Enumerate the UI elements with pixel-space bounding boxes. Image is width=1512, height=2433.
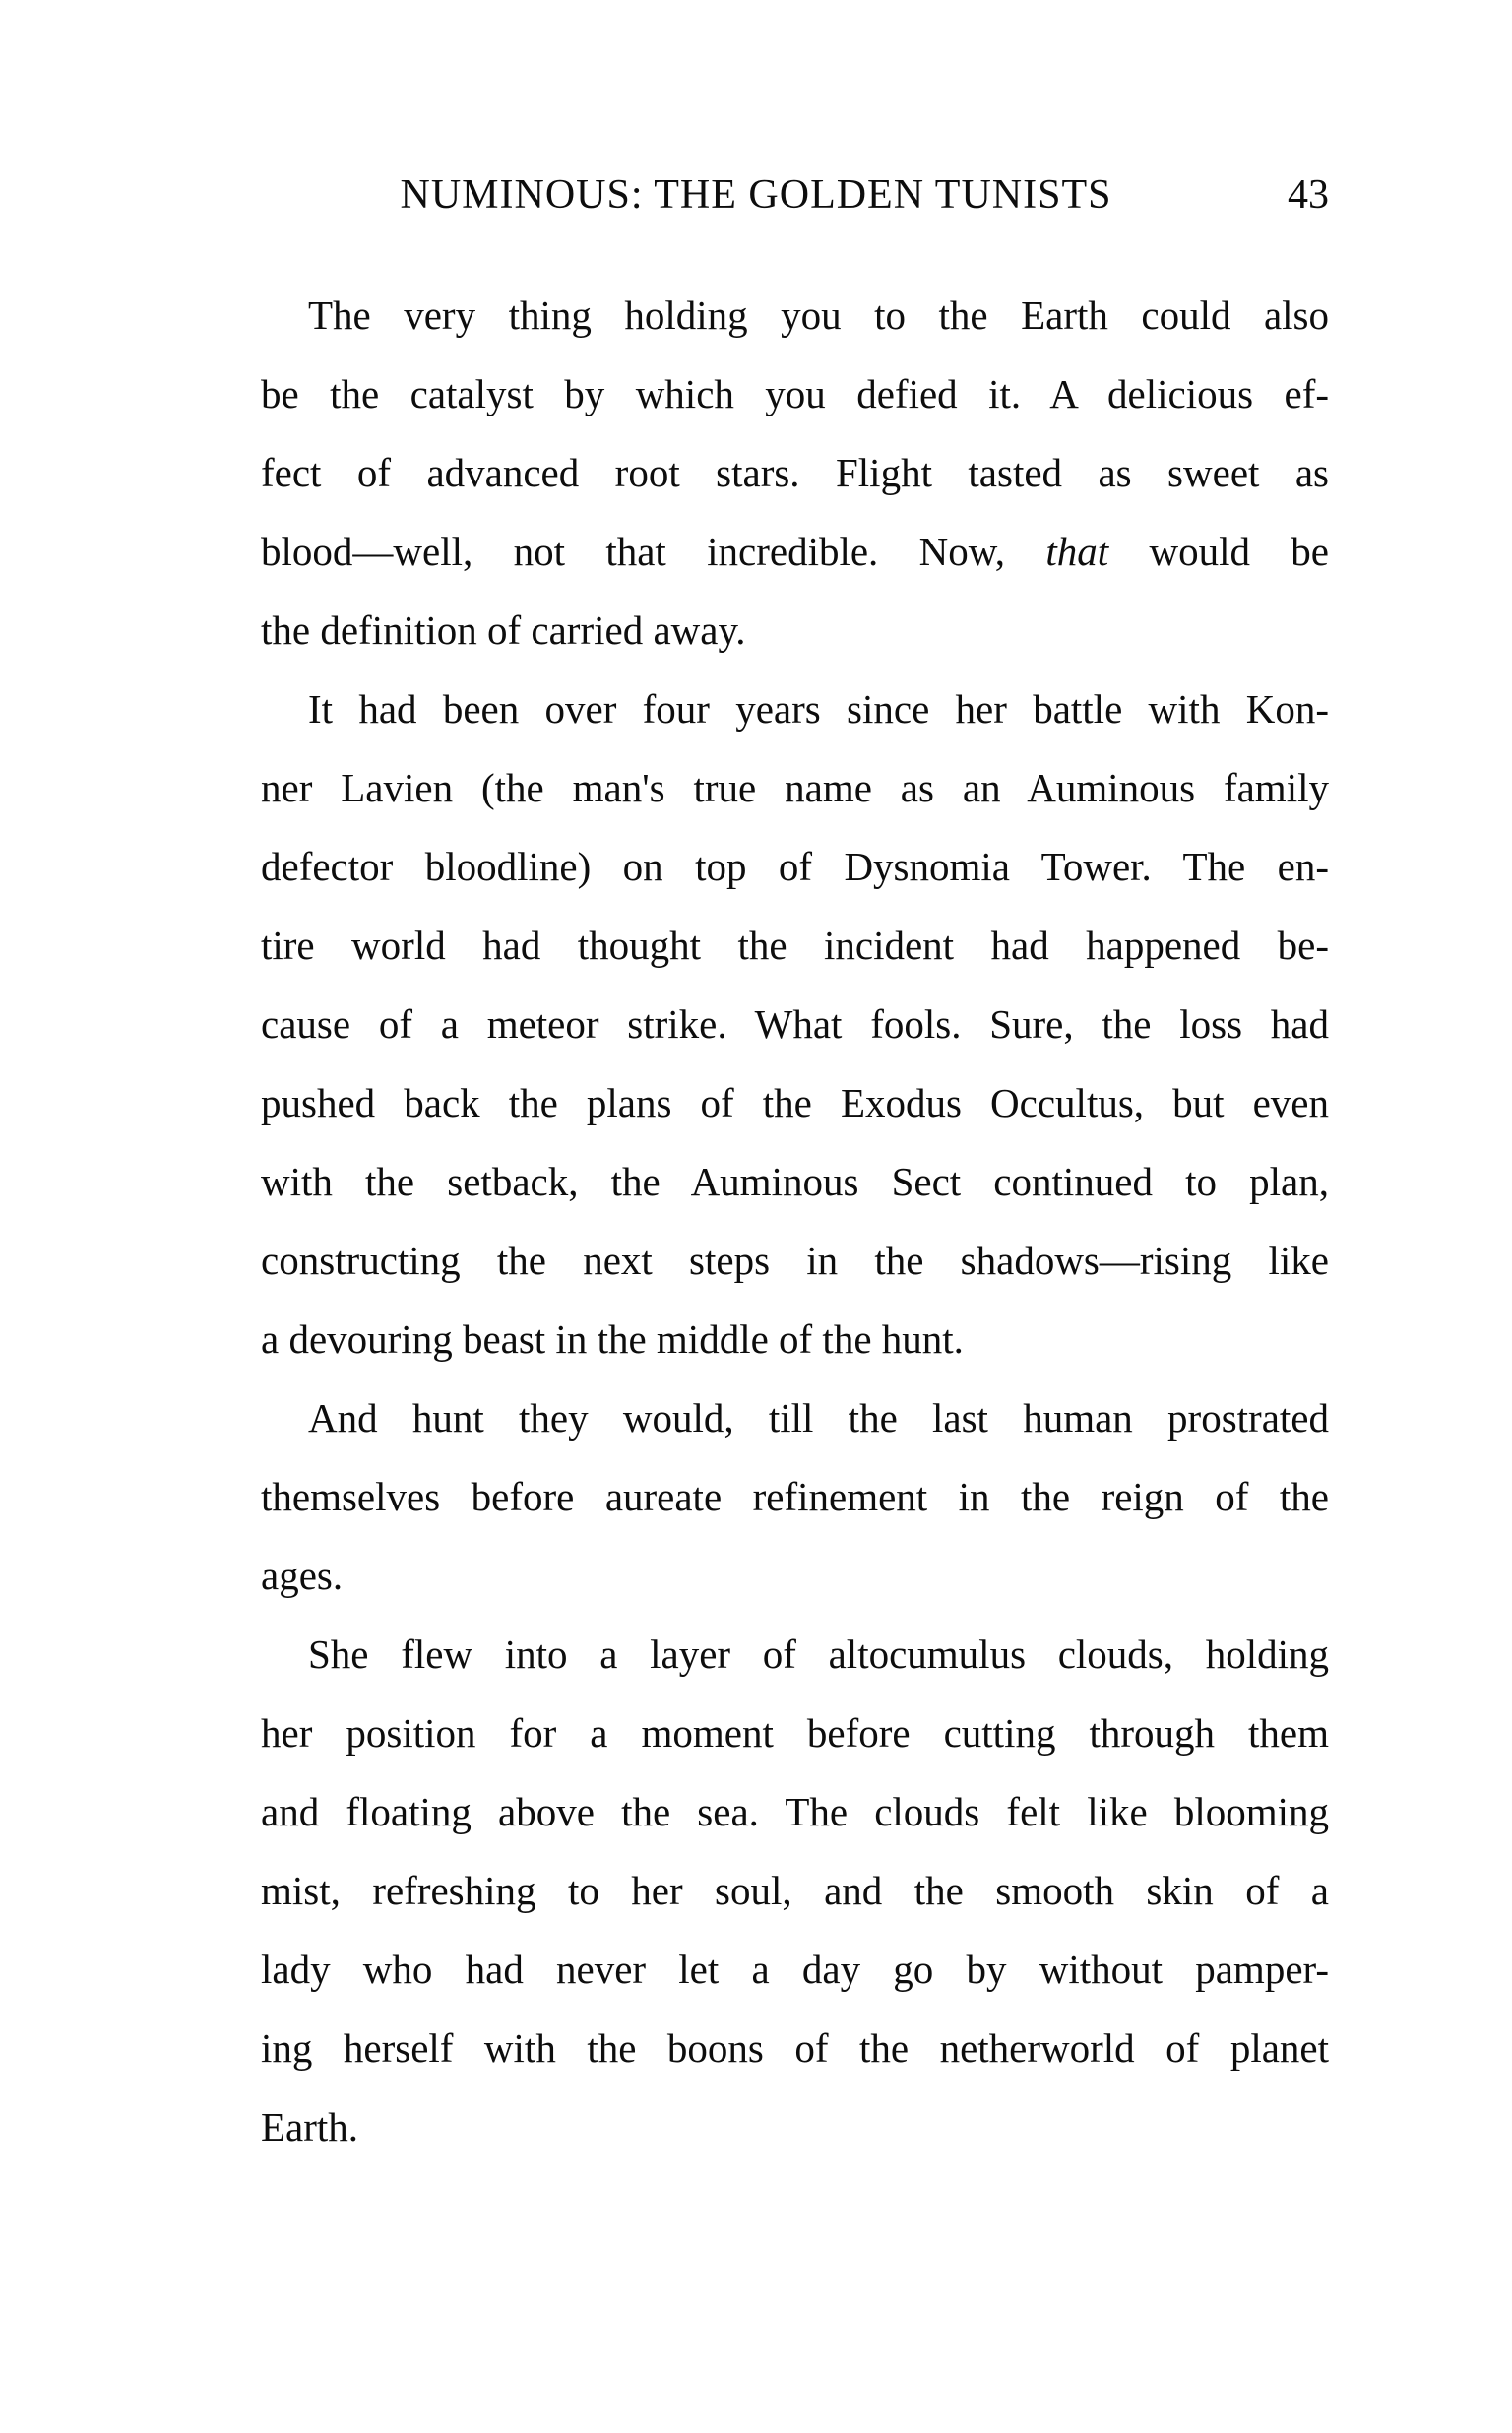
text-run: mist, refreshing to her soul, and the smooth skin of a xyxy=(261,1868,1329,1913)
body-line xyxy=(261,748,1329,827)
running-header xyxy=(0,167,1512,223)
body-line xyxy=(261,2009,1329,2087)
body-line xyxy=(261,1142,1329,1221)
text-run: ing herself with the boons of the netherworld of planet xyxy=(261,2025,1329,2071)
body-line xyxy=(261,1536,1329,1615)
text-run: cause of a meteor strike. What fools. Sure, the loss had xyxy=(261,1001,1329,1047)
text-run: the definition of carried away. xyxy=(261,608,746,653)
body-line xyxy=(261,433,1329,512)
body-line xyxy=(261,1063,1329,1142)
text-run: lady who had never let a day go by without pamper- xyxy=(261,1947,1329,1992)
body-line xyxy=(261,512,1329,591)
body-line xyxy=(261,1221,1329,1300)
body-line xyxy=(261,1694,1329,1772)
text-run: ages. xyxy=(261,1553,344,1598)
text-run: It had been over four years since her battle with Kon- xyxy=(308,686,1329,732)
text-run: blood—well, not that incredible. Now, xyxy=(261,529,1046,574)
text-run: be the catalyst by which you defied it. A delicious ef- xyxy=(261,371,1329,416)
body-line xyxy=(261,276,1329,354)
body-line xyxy=(261,1930,1329,2009)
text-run: tire world had thought the incident had happened be- xyxy=(261,923,1329,968)
text-run: themselves before aureate refinement in the reign of the xyxy=(261,1474,1329,1519)
text-block xyxy=(261,276,1329,2166)
body-line xyxy=(261,591,1329,670)
text-run: She flew into a layer of altocumulus clouds, holding xyxy=(308,1632,1329,1677)
body-line xyxy=(261,670,1329,748)
text-run: with the setback, the Auminous Sect continued to plan, xyxy=(261,1159,1329,1204)
text-run: constructing the next steps in the shadows—rising like xyxy=(261,1238,1329,1283)
text-run: Earth. xyxy=(261,2104,359,2149)
text-run: a devouring beast in the middle of the hunt. xyxy=(261,1316,964,1362)
body-line xyxy=(261,2087,1329,2166)
body-line xyxy=(261,1300,1329,1378)
body-line xyxy=(261,1851,1329,1930)
body-line xyxy=(261,985,1329,1063)
text-run: defector bloodline) on top of Dysnomia Tower. The en- xyxy=(261,844,1329,889)
page-number: 43 xyxy=(1288,172,1329,218)
body-line xyxy=(261,906,1329,985)
body-line xyxy=(261,1772,1329,1851)
text-run: ner Lavien (the man's true name as an Auminous family xyxy=(261,765,1329,810)
text-run: And hunt they would, till the last human prostrated xyxy=(308,1395,1329,1441)
body-line xyxy=(261,1378,1329,1457)
paragraph xyxy=(261,1378,1329,1615)
text-run: The very thing holding you to the Earth could also xyxy=(308,292,1329,338)
text-run: would be xyxy=(1108,529,1329,574)
paragraph xyxy=(261,1615,1329,2166)
italic-text-run: that xyxy=(1045,529,1109,574)
header-title: NUMINOUS: THE GOLDEN TUNISTS xyxy=(400,172,1112,218)
body-line xyxy=(261,1615,1329,1694)
text-run: pushed back the plans of the Exodus Occultus, but even xyxy=(261,1080,1329,1125)
body-line xyxy=(261,1457,1329,1536)
paragraph xyxy=(261,670,1329,1378)
body-line xyxy=(261,354,1329,433)
text-run: fect of advanced root stars. Flight tasted as sweet as xyxy=(261,450,1329,495)
body-line xyxy=(261,827,1329,906)
text-run: her position for a moment before cutting through them xyxy=(261,1710,1329,1756)
paragraph xyxy=(261,276,1329,670)
text-run: and floating above the sea. The clouds felt like blooming xyxy=(261,1789,1329,1834)
